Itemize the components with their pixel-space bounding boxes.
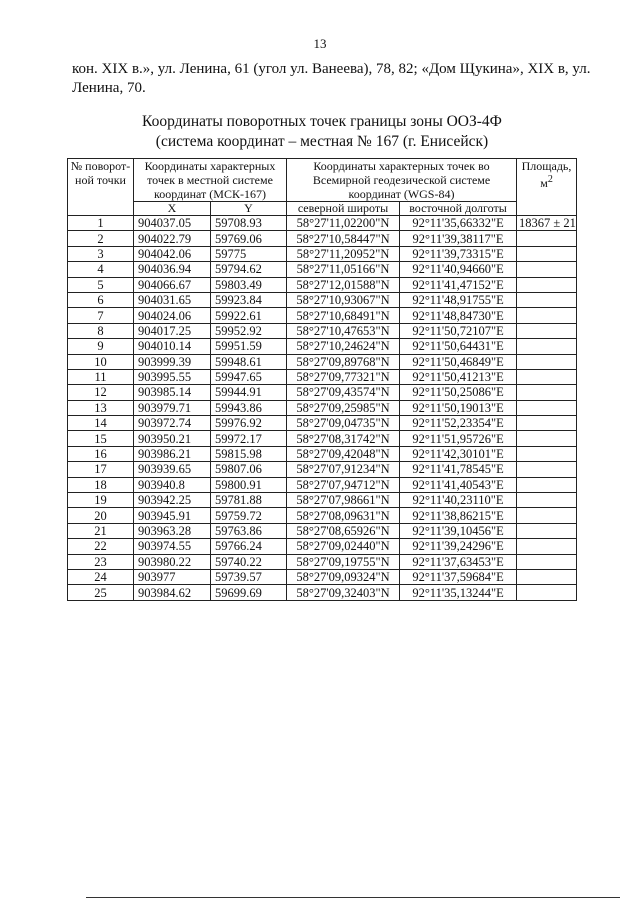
cell-point-number: 15 xyxy=(68,431,134,446)
cell-area xyxy=(517,292,577,307)
cell-y: 59951.59 xyxy=(211,339,287,354)
cell-point-number: 7 xyxy=(68,308,134,323)
cell-point-number: 1 xyxy=(68,216,134,231)
cell-area xyxy=(517,246,577,261)
cell-x: 903963.28 xyxy=(134,523,211,538)
cell-longitude: 92°11'50,19013"E xyxy=(400,400,517,415)
cell-point-number: 24 xyxy=(68,569,134,584)
cell-point-number: 13 xyxy=(68,400,134,415)
cell-point-number: 2 xyxy=(68,231,134,246)
cell-longitude: 92°11'39,38117"E xyxy=(400,231,517,246)
coordinates-table xyxy=(67,158,577,601)
header-point-number: № поворот-ной точки xyxy=(68,159,134,216)
cell-latitude: 58°27'08,09631"N xyxy=(287,508,400,523)
header-y: Y xyxy=(211,202,287,216)
cell-longitude: 92°11'50,25086"E xyxy=(400,385,517,400)
cell-y: 59952.92 xyxy=(211,323,287,338)
cell-latitude: 58°27'10,24624"N xyxy=(287,339,400,354)
cell-point-number: 4 xyxy=(68,262,134,277)
cell-longitude: 92°11'37,59684"E xyxy=(400,569,517,584)
cell-point-number: 23 xyxy=(68,554,134,569)
cell-area xyxy=(517,339,577,354)
cell-latitude: 58°27'09,25985"N xyxy=(287,400,400,415)
cell-longitude: 92°11'39,73315"E xyxy=(400,246,517,261)
cell-x: 903945.91 xyxy=(134,508,211,523)
cell-point-number: 19 xyxy=(68,493,134,508)
cell-area xyxy=(517,308,577,323)
cell-area xyxy=(517,416,577,431)
cell-longitude: 92°11'52,23354"E xyxy=(400,416,517,431)
cell-area xyxy=(517,277,577,292)
cell-x: 903980.22 xyxy=(134,554,211,569)
cell-x: 904017.25 xyxy=(134,323,211,338)
cell-latitude: 58°27'09,42048"N xyxy=(287,446,400,461)
cell-x: 903972.74 xyxy=(134,416,211,431)
cell-point-number: 6 xyxy=(68,292,134,307)
cell-longitude: 92°11'40,94660"E xyxy=(400,262,517,277)
cell-x: 904042.06 xyxy=(134,246,211,261)
cell-area xyxy=(517,385,577,400)
cell-point-number: 25 xyxy=(68,585,134,600)
cell-x: 903942.25 xyxy=(134,493,211,508)
cell-latitude: 58°27'09,04735"N xyxy=(287,416,400,431)
cell-longitude: 92°11'35,66332"E xyxy=(400,216,517,231)
cell-latitude: 58°27'12,01588"N xyxy=(287,277,400,292)
cell-x: 903974.55 xyxy=(134,539,211,554)
cell-latitude: 58°27'09,77321"N xyxy=(287,369,400,384)
cell-latitude: 58°27'09,19755"N xyxy=(287,554,400,569)
cell-y: 59922.61 xyxy=(211,308,287,323)
cell-x: 904024.06 xyxy=(134,308,211,323)
table-row xyxy=(68,308,577,323)
cell-point-number: 3 xyxy=(68,246,134,261)
cell-x: 903999.39 xyxy=(134,354,211,369)
cell-latitude: 58°27'10,68491"N xyxy=(287,308,400,323)
cell-point-number: 18 xyxy=(68,477,134,492)
cell-x: 904037.05 xyxy=(134,216,211,231)
cell-point-number: 8 xyxy=(68,323,134,338)
cell-area xyxy=(517,554,577,569)
cell-point-number: 14 xyxy=(68,416,134,431)
cell-longitude: 92°11'41,47152"E xyxy=(400,277,517,292)
bottom-divider xyxy=(86,897,620,898)
table-body xyxy=(68,216,577,601)
cell-x: 903939.65 xyxy=(134,462,211,477)
header-area xyxy=(517,159,577,216)
cell-longitude: 92°11'50,41213"E xyxy=(400,369,517,384)
cell-area xyxy=(517,369,577,384)
cell-y: 59794.62 xyxy=(211,262,287,277)
header-local-coords: Координаты характерных точек в местной системе координат (МСК-167) xyxy=(134,159,287,202)
cell-area xyxy=(517,262,577,277)
cell-longitude: 92°11'50,46849"E xyxy=(400,354,517,369)
cell-x: 903950.21 xyxy=(134,431,211,446)
cell-y: 59759.72 xyxy=(211,508,287,523)
cell-x: 903986.21 xyxy=(134,446,211,461)
cell-longitude: 92°11'48,91755"E xyxy=(400,292,517,307)
intro-paragraph: кон. XIX в.», ул. Ленина, 61 (угол ул. Ванеева), 78, 82; «Дом Щукина», XIX в, ул. Ленина, 70. xyxy=(72,61,591,96)
cell-longitude: 92°11'41,40543"E xyxy=(400,477,517,492)
cell-area xyxy=(517,508,577,523)
cell-latitude: 58°27'07,98661"N xyxy=(287,493,400,508)
cell-x: 903979.71 xyxy=(134,400,211,415)
cell-x: 903985.14 xyxy=(134,385,211,400)
cell-area xyxy=(517,354,577,369)
cell-area xyxy=(517,539,577,554)
cell-y: 59766.24 xyxy=(211,539,287,554)
cell-longitude: 92°11'39,24296"E xyxy=(400,539,517,554)
table-row xyxy=(68,339,577,354)
cell-x: 903984.62 xyxy=(134,585,211,600)
cell-area xyxy=(517,323,577,338)
cell-x: 904036.94 xyxy=(134,262,211,277)
cell-point-number: 20 xyxy=(68,508,134,523)
cell-point-number: 10 xyxy=(68,354,134,369)
table-row xyxy=(68,493,577,508)
cell-y: 59947.65 xyxy=(211,369,287,384)
cell-latitude: 58°27'10,58447"N xyxy=(287,231,400,246)
cell-latitude: 58°27'07,94712"N xyxy=(287,477,400,492)
cell-latitude: 58°27'09,09324"N xyxy=(287,569,400,584)
cell-latitude: 58°27'11,05166"N xyxy=(287,262,400,277)
cell-area xyxy=(517,569,577,584)
cell-longitude: 92°11'41,78545"E xyxy=(400,462,517,477)
cell-latitude: 58°27'09,02440"N xyxy=(287,539,400,554)
table-row xyxy=(68,400,577,415)
cell-point-number: 9 xyxy=(68,339,134,354)
table-row xyxy=(68,385,577,400)
table-row xyxy=(68,508,577,523)
cell-y: 59739.57 xyxy=(211,569,287,584)
cell-y: 59803.49 xyxy=(211,277,287,292)
page-number: 13 xyxy=(313,36,327,51)
table-title-line-1: Координаты поворотных точек границы зоны ООЗ-4Ф xyxy=(142,113,502,130)
cell-y: 59708.93 xyxy=(211,216,287,231)
cell-longitude: 92°11'37,63453"E xyxy=(400,554,517,569)
cell-latitude: 58°27'07,91234"N xyxy=(287,462,400,477)
table-row xyxy=(68,262,577,277)
cell-latitude: 58°27'08,31742"N xyxy=(287,431,400,446)
cell-x: 904066.67 xyxy=(134,277,211,292)
cell-y: 59781.88 xyxy=(211,493,287,508)
cell-y: 59775 xyxy=(211,246,287,261)
table-row xyxy=(68,585,577,600)
table-row xyxy=(68,569,577,584)
cell-point-number: 21 xyxy=(68,523,134,538)
cell-latitude: 58°27'10,47653"N xyxy=(287,323,400,338)
cell-point-number: 22 xyxy=(68,539,134,554)
cell-x: 904010.14 xyxy=(134,339,211,354)
cell-x: 903940.8 xyxy=(134,477,211,492)
cell-point-number: 16 xyxy=(68,446,134,461)
table-row xyxy=(68,323,577,338)
header-longitude: восточной долготы xyxy=(400,202,517,216)
cell-y: 59944.91 xyxy=(211,385,287,400)
cell-longitude: 92°11'38,86215"E xyxy=(400,508,517,523)
cell-area xyxy=(517,585,577,600)
cell-y: 59948.61 xyxy=(211,354,287,369)
table-row xyxy=(68,292,577,307)
table-row xyxy=(68,216,577,231)
header-latitude: северной широты xyxy=(287,202,400,216)
cell-area: 18367 ± 21 xyxy=(517,216,577,231)
cell-latitude: 58°27'10,93067"N xyxy=(287,292,400,307)
cell-y: 59807.06 xyxy=(211,462,287,477)
cell-area xyxy=(517,523,577,538)
cell-longitude: 92°11'48,84730"E xyxy=(400,308,517,323)
table-row xyxy=(68,369,577,384)
cell-area xyxy=(517,431,577,446)
cell-longitude: 92°11'50,64431"E xyxy=(400,339,517,354)
table-row xyxy=(68,246,577,261)
cell-y: 59800.91 xyxy=(211,477,287,492)
cell-point-number: 5 xyxy=(68,277,134,292)
cell-y: 59763.86 xyxy=(211,523,287,538)
table-row xyxy=(68,231,577,246)
table-row xyxy=(68,523,577,538)
cell-area xyxy=(517,493,577,508)
cell-area xyxy=(517,477,577,492)
table-row xyxy=(68,462,577,477)
cell-longitude: 92°11'42,30101"E xyxy=(400,446,517,461)
cell-area xyxy=(517,400,577,415)
cell-y: 59923.84 xyxy=(211,292,287,307)
cell-longitude: 92°11'40,23110"E xyxy=(400,493,517,508)
table-row xyxy=(68,539,577,554)
cell-latitude: 58°27'09,32403"N xyxy=(287,585,400,600)
cell-latitude: 58°27'11,20952"N xyxy=(287,246,400,261)
table-row xyxy=(68,416,577,431)
cell-area xyxy=(517,446,577,461)
header-area-label: Площадь, м xyxy=(521,159,572,190)
table-row xyxy=(68,477,577,492)
cell-y: 59815.98 xyxy=(211,446,287,461)
cell-y: 59699.69 xyxy=(211,585,287,600)
cell-latitude: 58°27'09,43574"N xyxy=(287,385,400,400)
cell-x: 903995.55 xyxy=(134,369,211,384)
header-area-unit-sup: 2 xyxy=(547,174,553,185)
table-title xyxy=(72,112,572,152)
table-row xyxy=(68,446,577,461)
table-row xyxy=(68,277,577,292)
cell-latitude: 58°27'09,89768"N xyxy=(287,354,400,369)
table-row xyxy=(68,354,577,369)
cell-latitude: 58°27'08,65926"N xyxy=(287,523,400,538)
cell-point-number: 11 xyxy=(68,369,134,384)
cell-y: 59740.22 xyxy=(211,554,287,569)
cell-longitude: 92°11'50,72107"E xyxy=(400,323,517,338)
header-wgs-coords: Координаты характерных точек во Всемирной геодезической системе координат (WGS-84) xyxy=(287,159,517,202)
table-title-line-2: (система координат – местная № 167 (г. Енисейск) xyxy=(155,133,489,150)
cell-longitude: 92°11'39,10456"E xyxy=(400,523,517,538)
cell-point-number: 17 xyxy=(68,462,134,477)
cell-x: 903977 xyxy=(134,569,211,584)
cell-y: 59769.06 xyxy=(211,231,287,246)
cell-area xyxy=(517,231,577,246)
cell-latitude: 58°27'11,02200"N xyxy=(287,216,400,231)
cell-x: 904022.79 xyxy=(134,231,211,246)
cell-x: 904031.65 xyxy=(134,292,211,307)
cell-y: 59943.86 xyxy=(211,400,287,415)
cell-longitude: 92°11'51,95726"E xyxy=(400,431,517,446)
table-row xyxy=(68,554,577,569)
cell-area xyxy=(517,462,577,477)
header-x: X xyxy=(134,202,211,216)
cell-longitude: 92°11'35,13244"E xyxy=(400,585,517,600)
cell-y: 59976.92 xyxy=(211,416,287,431)
cell-point-number: 12 xyxy=(68,385,134,400)
cell-y: 59972.17 xyxy=(211,431,287,446)
table-row xyxy=(68,431,577,446)
